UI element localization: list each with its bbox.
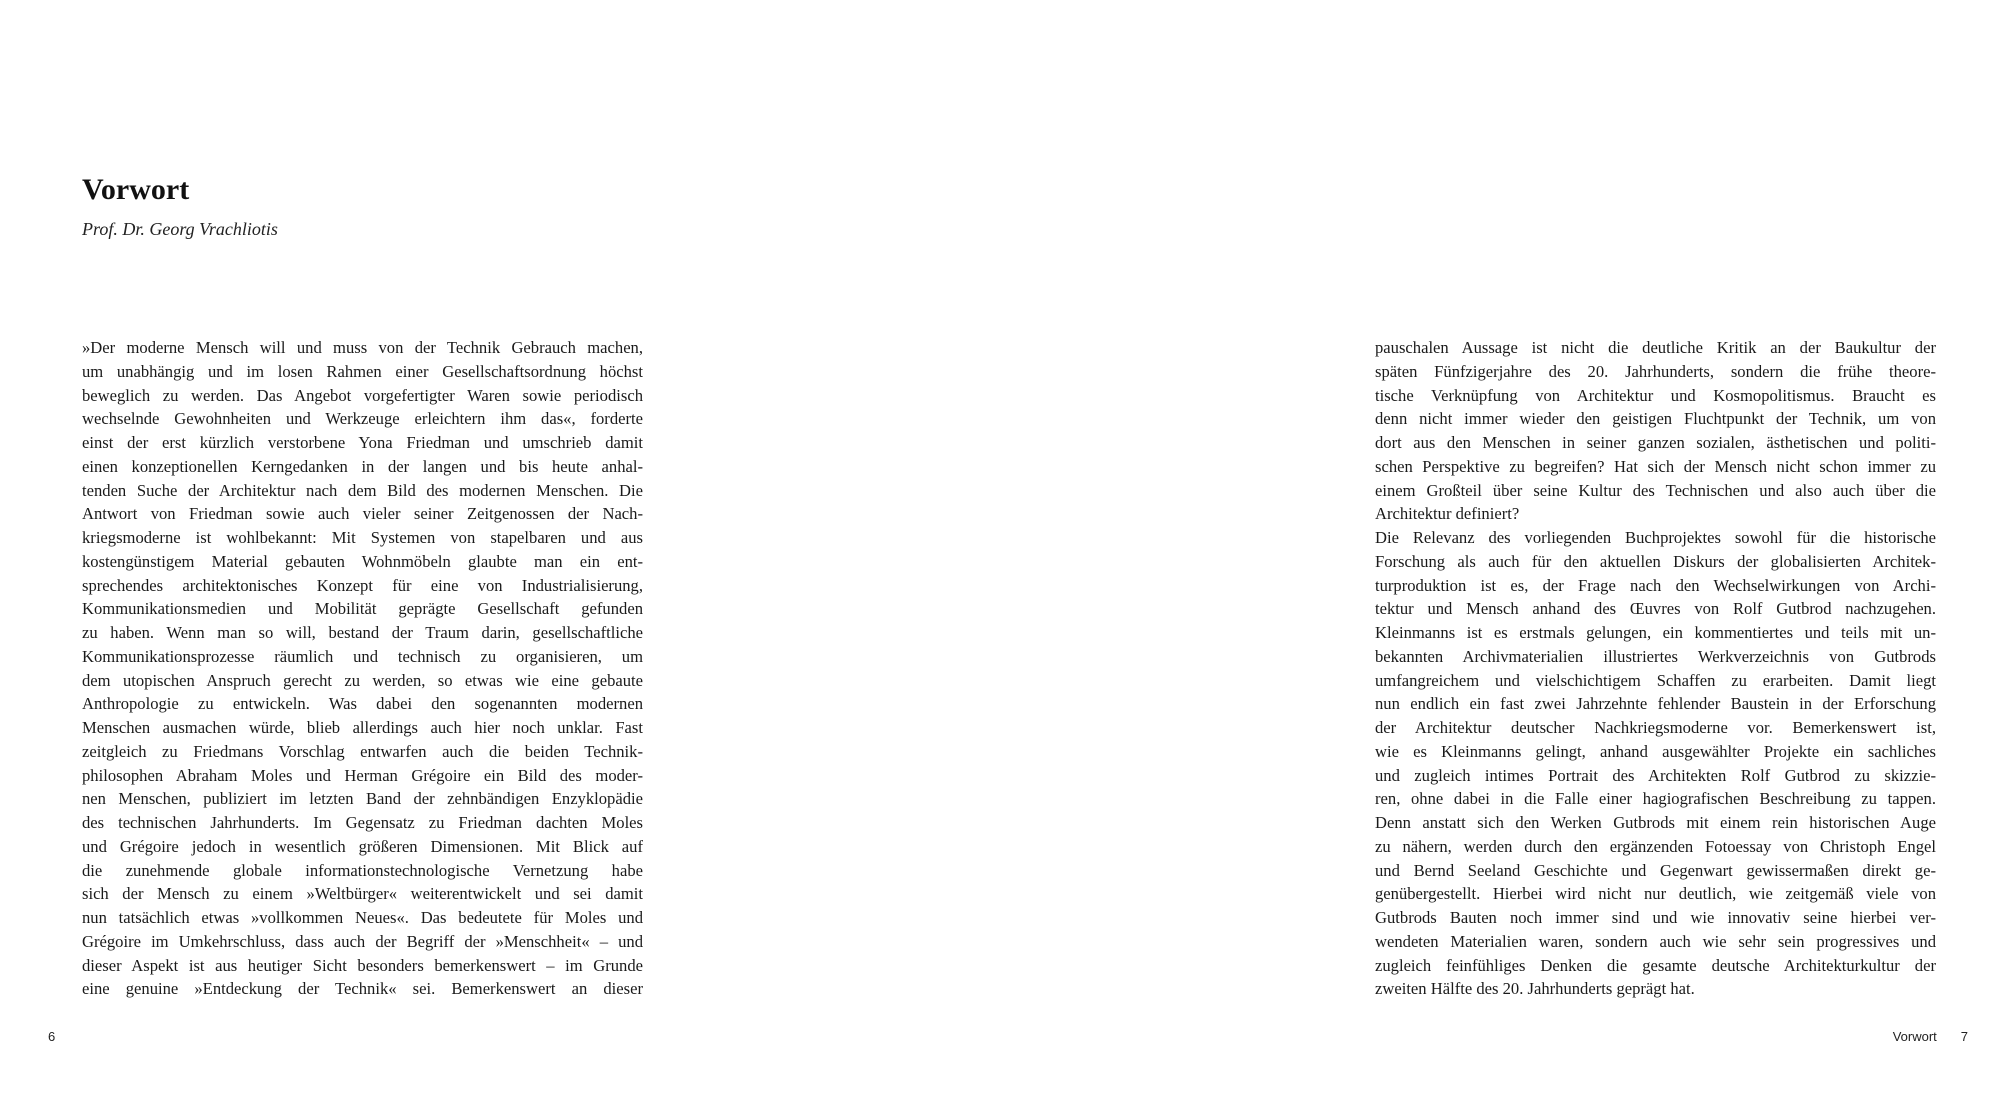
text-line: zu haben. Wenn man so will, bestand der Traum darin, gesellschaftliche: [82, 623, 643, 642]
text-line: einem Großteil über seine Kultur des Technischen und also auch über die: [1375, 480, 1936, 500]
text-line: Menschen ausmachen würde, blieb allerdings auch hier noch unklar. Fast: [82, 718, 643, 737]
text-line: die zunehmende globale informationstechnologische Vernetzung habe: [82, 860, 643, 880]
text-line: »Der moderne Mensch will und muss von der Technik Gebrauch machen,: [82, 338, 643, 357]
text-line: Antwort von Friedman sowie auch vieler seiner Zeitgenossen der Nach-: [82, 504, 643, 524]
left-page-number: 6: [48, 1029, 56, 1044]
text-line: nun endlich ein fast zwei Jahrzehnte fehlender Baustein in der Erforschung: [1375, 694, 1936, 714]
text-line: Architektur definiert?: [1375, 504, 1520, 524]
text-line: einen konzeptionellen Kerngedanken in der langen und bis heute anhal-: [82, 456, 643, 476]
text-line: Kommunikationsmedien und Mobilität geprägte Gesellschaft gefunden: [82, 599, 643, 619]
text-line: nun tatsächlich etwas »vollkommen Neues«. Das bedeutete für Moles und: [82, 908, 643, 927]
text-line: kriegsmoderne ist wohlbekannt: Mit Systemen von stapelbaren und aus: [82, 528, 643, 547]
text-line: des technischen Jahrhunderts. Im Gegensatz zu Friedman dachten Moles: [82, 813, 643, 832]
text-line: zugleich feinfühliges Denken die gesamte deutsche Architekturkultur der: [1375, 955, 1936, 975]
text-line: nen Menschen, publiziert im letzten Band der zehnbändigen Enzyklopädie: [82, 789, 643, 809]
text-line: zeitgleich zu Friedmans Vorschlag entwarfen auch die beiden Technik-: [82, 741, 643, 761]
text-line: beweglich zu werden. Das Angebot vorgefertigter Waren sowie periodisch: [82, 385, 643, 405]
text-line: pauschalen Aussage ist nicht die deutliche Kritik an der Baukultur der: [1375, 338, 1936, 357]
author-byline: Prof. Dr. Georg Vrachliotis: [82, 219, 278, 239]
text-line: turproduktion ist es, der Frage nach den Wechselwirkungen von Archi-: [1375, 575, 1936, 595]
text-line: Forschung als auch für den aktuellen Diskurs der globalisierten Architek-: [1375, 551, 1936, 571]
text-line: denn nicht immer wieder den geistigen Fluchtpunkt der Technik, um von: [1375, 409, 1936, 429]
text-line: tektur und Mensch anhand des Œuvres von Rolf Gutbrod nachzugehen.: [1375, 599, 1936, 619]
text-line: Denn anstatt sich den Werken Gutbrods mit einem rein historischen Auge: [1375, 813, 1936, 832]
running-head: Vorwort: [1892, 1029, 1937, 1044]
right-page-footer: [1893, 1029, 1968, 1045]
text-line: späten Fünfzigerjahre des 20. Jahrhunderts, sondern die frühe theore-: [1375, 361, 1936, 381]
text-line: um unabhängig und im losen Rahmen einer Gesellschaftsordnung höchst: [82, 361, 643, 381]
right-page-text-column: [1375, 336, 1936, 1001]
text-line: philosophen Abraham Moles und Herman Grégoire ein Bild des moder-: [82, 765, 643, 785]
text-line: sich der Mensch zu einem »Weltbürger« weiterentwickelt und sei damit: [82, 884, 643, 904]
text-line: Grégoire im Umkehrschluss, dass auch der Begriff der »Menschheit« – und: [82, 931, 643, 951]
text-line: Anthropologie zu entwickeln. Was dabei den sogenannten modernen: [82, 694, 643, 714]
text-line: einst der erst kürzlich verstorbene Yona Friedman und umschrieb damit: [82, 433, 643, 452]
text-line: bekannten Archivmaterialien illustriertes Werkverzeichnis von Gutbrods: [1375, 646, 1936, 666]
text-line: wechselnde Gewohnheiten und Werkzeuge erleichtern ihm das«, forderte: [82, 409, 643, 429]
chapter-heading: Vorwort: [82, 173, 190, 206]
text-line: tenden Suche der Architektur nach dem Bild des modernen Menschen. Die: [82, 480, 643, 500]
text-line: dort aus den Menschen in seiner ganzen sozialen, ästhetischen und politi-: [1375, 433, 1936, 452]
left-page-text-column: [82, 336, 643, 1001]
text-line: Gutbrods Bauten noch immer sind und wie innovativ seine hierbei ver-: [1375, 908, 1936, 927]
text-line: und Bernd Seeland Geschichte und Gegenwart gewissermaßen direkt ge-: [1375, 860, 1936, 880]
text-line: schen Perspektive zu begreifen? Hat sich der Mensch nicht schon immer zu: [1375, 456, 1936, 476]
right-page-number: 7: [1960, 1029, 1968, 1044]
text-line: dem utopischen Anspruch gerecht zu werden, so etwas wie eine gebaute: [82, 670, 643, 690]
text-line: umfangreichem und vielschichtigem Schaffen zu erarbeiten. Damit liegt: [1375, 670, 1936, 690]
text-line: eine genuine »Entdeckung der Technik« sei. Bemerkenswert an dieser: [82, 979, 643, 999]
text-line: tische Verknüpfung von Architektur und Kosmopolitismus. Braucht es: [1375, 385, 1936, 405]
text-line: sprechendes architektonisches Konzept für eine von Industrialisierung,: [82, 575, 643, 595]
text-line: zu nähern, werden durch den ergänzenden Fotoessay von Christoph Engel: [1375, 836, 1936, 856]
text-line: wie es Kleinmanns gelingt, anhand ausgewählter Projekte ein sachliches: [1375, 741, 1936, 761]
text-line: dieser Aspekt ist aus heutiger Sicht besonders bemerkenswert – im Grunde: [82, 955, 643, 975]
text-line: zweiten Hälfte des 20. Jahrhunderts geprägt hat.: [1375, 979, 1695, 999]
text-line: kostengünstigem Material gebauten Wohnmöbeln glaubte man ein ent-: [82, 551, 643, 571]
text-line: Kommunikationsprozesse räumlich und technisch zu organisieren, um: [82, 646, 643, 666]
text-line: ren, ohne dabei in die Falle einer hagiografischen Beschreibung zu tappen.: [1375, 789, 1936, 809]
text-line: Kleinmanns ist es erstmals gelungen, ein kommentiertes und teils mit un-: [1375, 623, 1936, 642]
text-line: und Grégoire jedoch in wesentlich größeren Dimensionen. Mit Blick auf: [82, 836, 643, 856]
text-line: Die Relevanz des vorliegenden Buchprojektes sowohl für die historische: [1375, 528, 1936, 547]
text-line: der Architektur deutscher Nachkriegsmoderne vor. Bemerkenswert ist,: [1375, 718, 1936, 737]
text-line: wendeten Materialien waren, sondern auch wie sehr sein progressives und: [1375, 931, 1936, 951]
text-line: genübergestellt. Hierbei wird nicht nur deutlich, wie zeitgemäß viele von: [1375, 884, 1936, 904]
text-line: und zugleich intimes Portrait des Architekten Rolf Gutbrod zu skizzie-: [1375, 765, 1936, 785]
